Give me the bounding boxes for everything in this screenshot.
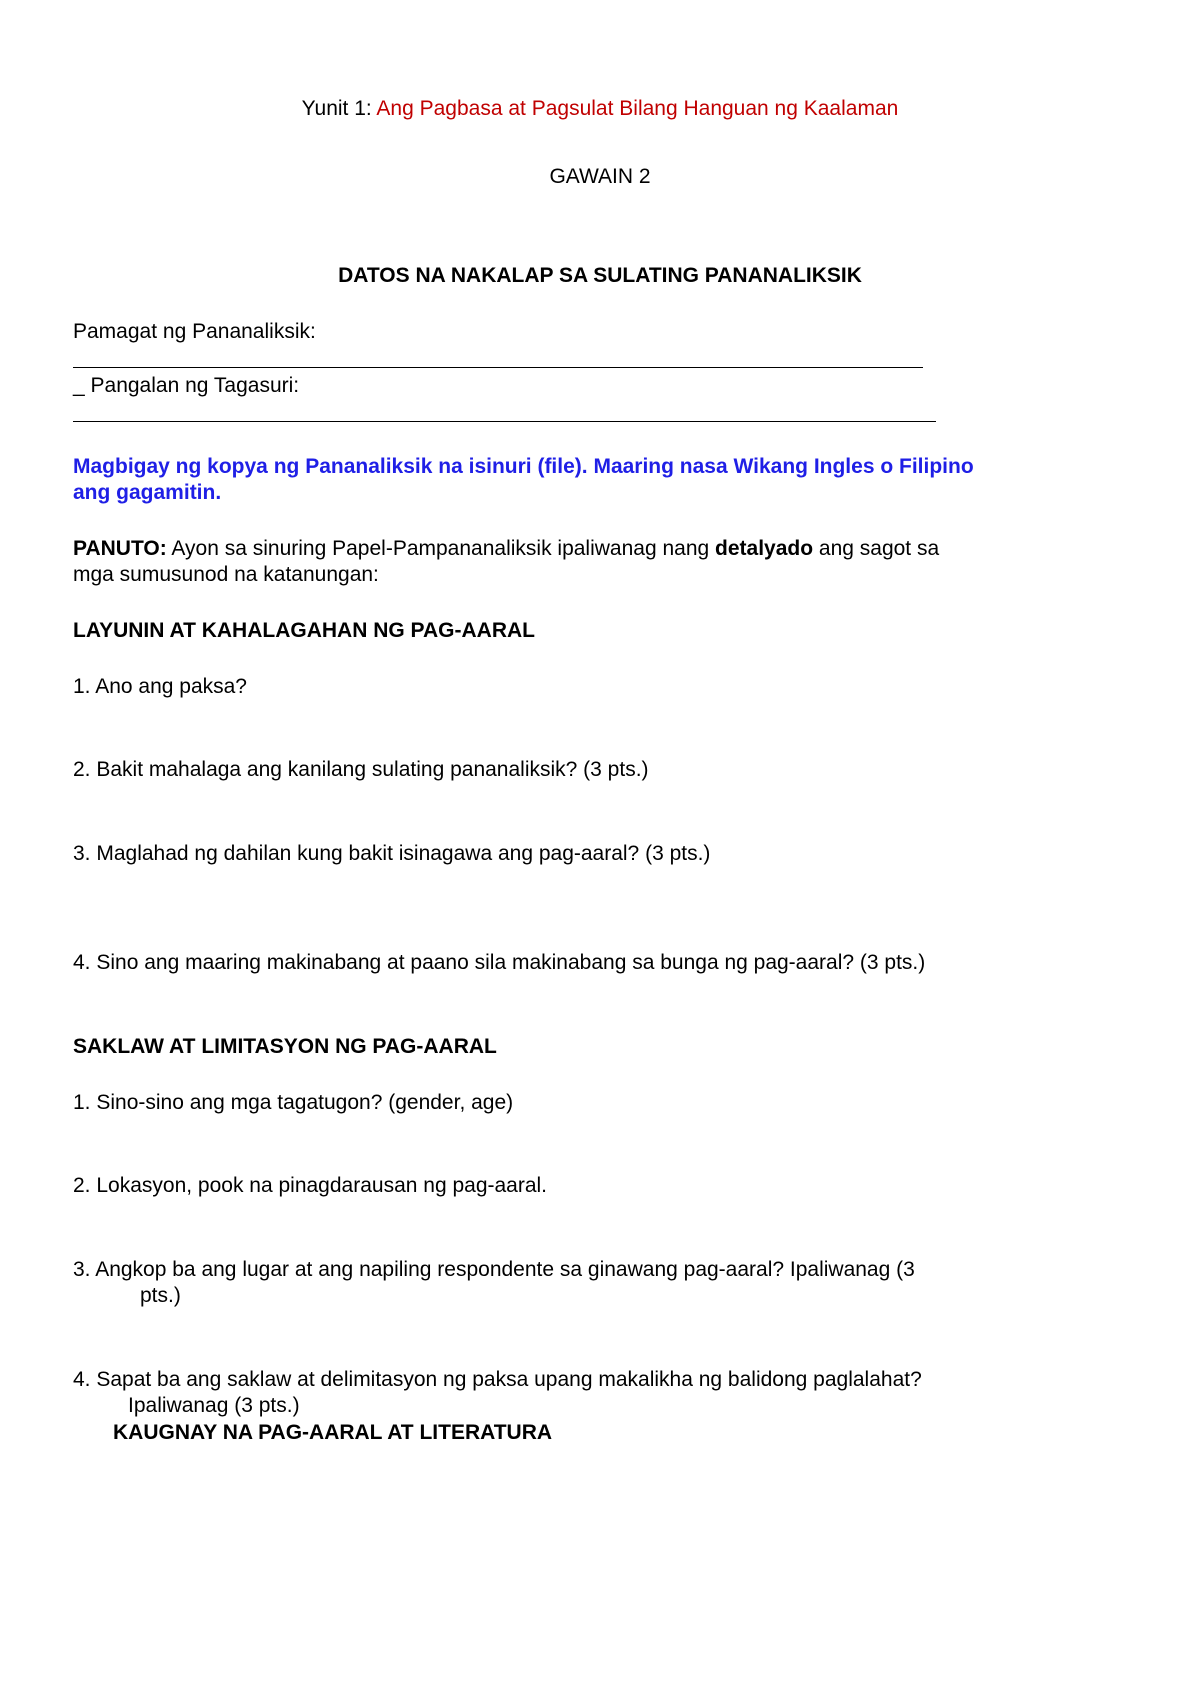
research-title-line[interactable] (73, 367, 923, 368)
instructions-label: PANUTO: (73, 537, 167, 560)
unit-separator: : (365, 97, 377, 120)
question-3-suitability-line-1: 3. Angkop ba ang lugar at ang napiling respondente sa ginawang pag-aaral? Ipaliwanag (3 (73, 1258, 915, 1281)
question-1-respondents: 1. Sino-sino ang mga tagatugon? (gender, age) (73, 1091, 514, 1114)
instructions-line-1 (73, 536, 939, 562)
analyst-name-line[interactable] (73, 421, 936, 422)
section-heading-related-literature: KAUGNAY NA PAG-AARAL AT LITERATURA (113, 1421, 553, 1444)
instructions-line-2: mga sumusunod na katanungan: (73, 563, 379, 586)
section-heading-objectives: LAYUNIN AT KAHALAGAHAN NG PAG-AARAL (73, 619, 535, 642)
instructions-emphasis: detalyado (715, 537, 814, 560)
activity-title: GAWAIN 2 (549, 165, 651, 188)
instructions-text-before: Ayon sa sinuring Papel-Pampananaliksik ipaliwanag nang (166, 537, 716, 560)
question-4-delimitation-line-1: 4. Sapat ba ang saklaw at delimitasyon ng paksa upang makalikha ng balidong paglalahat? (73, 1368, 922, 1391)
notice-line-2: ang gagamitin. (73, 481, 222, 504)
unit-heading (0, 96, 1200, 122)
question-3-reason: 3. Maglahad ng dahilan kung bakit isinagawa ang pag-aaral? (3 pts.) (73, 842, 711, 865)
question-2-location: 2. Lokasyon, pook na pinagdarausan ng pag-aaral. (73, 1174, 548, 1197)
question-4-delimitation-line-2: Ipaliwanag (3 pts.) (128, 1394, 300, 1417)
form-title: DATOS NA NAKALAP SA SULATING PANANALIKSIK (338, 264, 862, 287)
unit-title: Ang Pagbasa at Pagsulat Bilang Hanguan ng Kaalaman (376, 97, 899, 120)
unit-label: Yunit 1 (301, 97, 366, 120)
question-1-topic: 1. Ano ang paksa? (73, 675, 247, 698)
research-title-label: Pamagat ng Pananaliksik: (73, 320, 316, 343)
question-2-importance: 2. Bakit mahalaga ang kanilang sulating pananaliksik? (3 pts.) (73, 758, 649, 781)
analyst-name-label: _ Pangalan ng Tagasuri: (73, 374, 300, 397)
question-3-suitability-line-2: pts.) (140, 1284, 181, 1307)
section-heading-scope: SAKLAW AT LIMITASYON NG PAG-AARAL (73, 1035, 497, 1058)
instructions-text-after: ang sagot sa (813, 537, 940, 560)
question-4-beneficiaries: 4. Sino ang maaring makinabang at paano sila makinabang sa bunga ng pag-aaral? (3 pts.) (73, 951, 926, 974)
notice-line-1: Magbigay ng kopya ng Pananaliksik na isinuri (file). Maaring nasa Wikang Ingles o Filipino (73, 455, 974, 478)
